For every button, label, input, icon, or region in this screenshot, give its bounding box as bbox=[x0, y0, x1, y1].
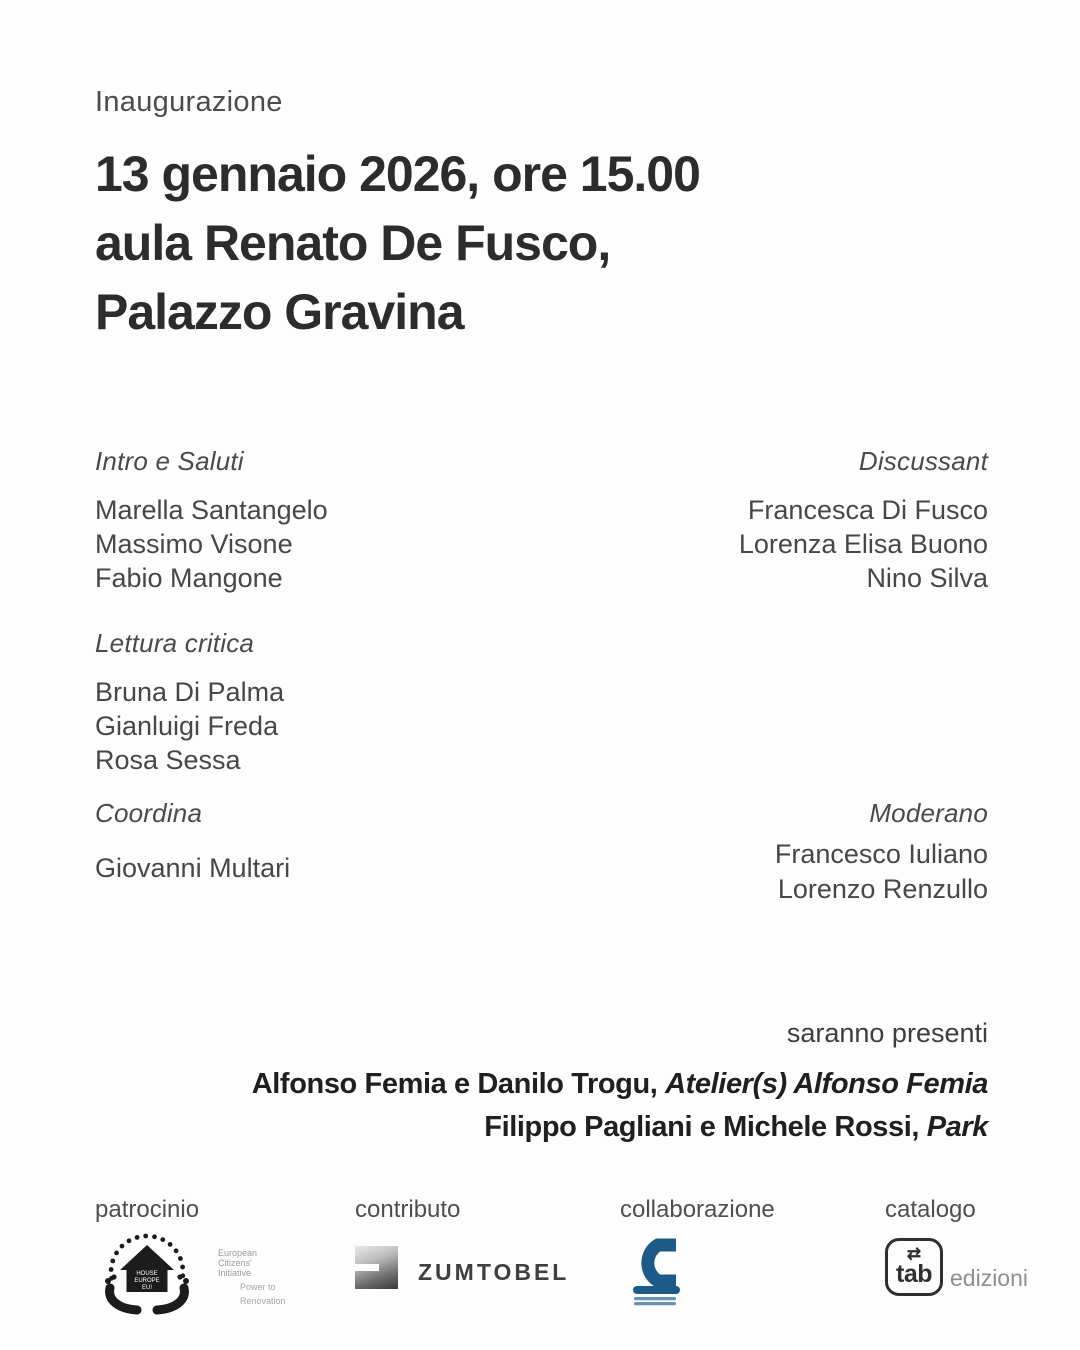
speaker-name: Marella Santangelo bbox=[95, 495, 328, 525]
section-label: Intro e Saluti bbox=[95, 446, 244, 476]
presence-heading: saranno presenti bbox=[786, 1018, 988, 1048]
speaker-name: Francesco Iuliano bbox=[774, 839, 988, 869]
section-label: Lettura critica bbox=[95, 628, 255, 658]
title-line-building: Palazzo Gravina bbox=[95, 284, 464, 340]
side-text-line: European bbox=[218, 1248, 258, 1258]
edizioni-wordmark: edizioni bbox=[950, 1265, 1028, 1291]
zumtobel-notch bbox=[355, 1264, 379, 1271]
title-line-date: 13 gennaio 2026, ore 15.00 bbox=[95, 146, 700, 202]
tab-box-icon bbox=[885, 1238, 943, 1296]
presence-line-2 bbox=[252, 1106, 988, 1149]
speaker-name: Bruna Di Palma bbox=[95, 677, 285, 707]
tab-edizioni-logo bbox=[885, 1238, 1028, 1296]
row-coordina-moderano bbox=[95, 798, 988, 907]
zumtobel-square-icon bbox=[355, 1246, 398, 1289]
row-intro-discussant bbox=[95, 446, 988, 595]
presence-names: Filippo Pagliani e Michele Rossi, bbox=[484, 1111, 927, 1143]
kicker: Inaugurazione bbox=[95, 86, 283, 118]
footer-label-patrocinio: patrocinio bbox=[95, 1196, 200, 1223]
presence-block bbox=[252, 1018, 988, 1149]
side-text-line: Citizens' bbox=[218, 1258, 252, 1268]
section-coordina bbox=[95, 798, 290, 907]
speaker-name: Francesca Di Fusco bbox=[747, 495, 988, 525]
presence-names: Alfonso Femia e Danilo Trogu, bbox=[251, 1068, 666, 1100]
houseeurope-emblem-icon bbox=[95, 1228, 203, 1320]
speaker-name: Giovanni Multari bbox=[95, 853, 291, 883]
side-text-line: Renovation bbox=[240, 1296, 286, 1306]
zumtobel-lockup bbox=[355, 1246, 569, 1289]
houseeurope-logo bbox=[95, 1228, 203, 1325]
footer-label-collaborazione: collaborazione bbox=[620, 1196, 775, 1223]
speaker-name: Nino Silva bbox=[866, 563, 988, 593]
section-lettura-critica bbox=[95, 628, 284, 777]
section-label: Discussant bbox=[858, 446, 988, 476]
side-text-line: Initiative bbox=[218, 1268, 252, 1278]
houseeurope-side-text bbox=[218, 1248, 286, 1306]
section-label: Moderano bbox=[869, 798, 988, 828]
footer-label-contributo: contributo bbox=[355, 1196, 461, 1223]
row-lettura bbox=[95, 628, 988, 777]
forum-c-logo bbox=[620, 1232, 700, 1313]
section-moderano bbox=[775, 798, 988, 907]
speaker-name: Gianluigi Freda bbox=[95, 711, 279, 741]
presence-studio: Park bbox=[926, 1111, 988, 1143]
section-intro-saluti bbox=[95, 446, 328, 595]
section-discussant bbox=[739, 446, 988, 595]
footer-label-catalogo: catalogo bbox=[885, 1196, 976, 1223]
forum-c-icon bbox=[620, 1232, 700, 1308]
speaker-name: Fabio Mangone bbox=[95, 563, 283, 593]
zumtobel-logo bbox=[355, 1228, 569, 1289]
speaker-name: Lorenzo Renzullo bbox=[777, 874, 988, 904]
event-title bbox=[95, 140, 700, 347]
emblem-text: HOUSE bbox=[136, 1271, 158, 1277]
tab-wordmark: tab bbox=[896, 1260, 932, 1288]
speaker-name: Rosa Sessa bbox=[95, 745, 241, 775]
emblem-text: EUROPE bbox=[134, 1278, 160, 1284]
speaker-name: Massimo Visone bbox=[95, 529, 293, 559]
zumtobel-wordmark: ZUMTOBEL bbox=[418, 1259, 570, 1285]
speaker-name: Lorenza Elisa Buono bbox=[738, 529, 988, 559]
section-label: Coordina bbox=[95, 798, 203, 828]
title-line-venue: aula Renato De Fusco, bbox=[95, 215, 611, 271]
presence-studio: Atelier(s) Alfonso Femia bbox=[665, 1068, 988, 1100]
emblem-text: EU! bbox=[141, 1285, 153, 1291]
presence-line-1 bbox=[252, 1063, 988, 1106]
swap-arrows-icon: ⇄ bbox=[906, 1244, 922, 1263]
side-text-line: Power to bbox=[240, 1282, 276, 1292]
